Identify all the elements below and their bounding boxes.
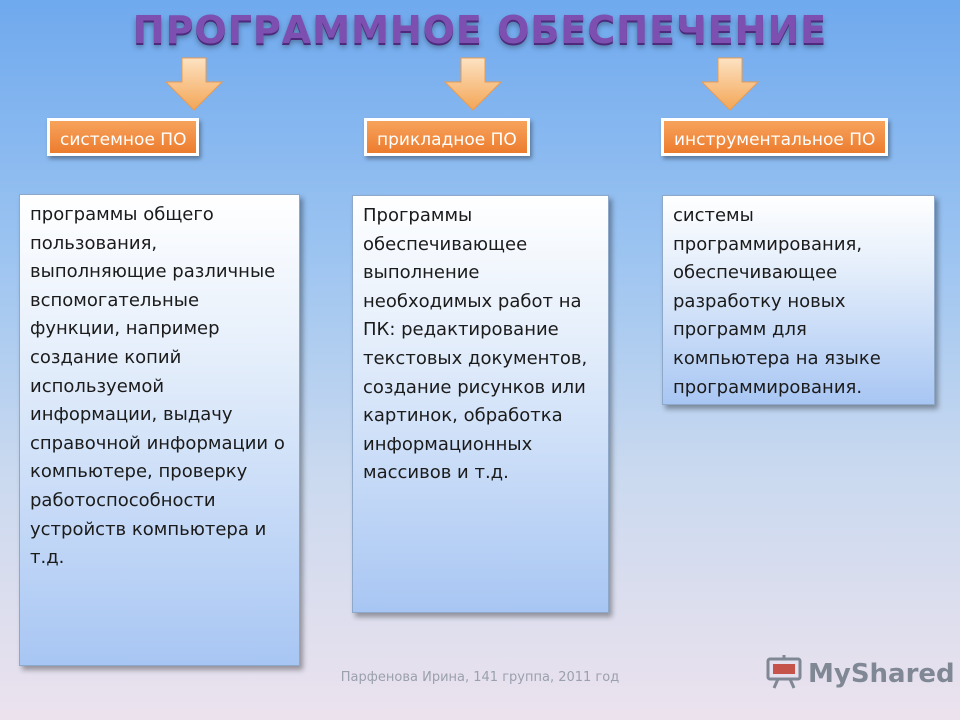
category-label-system: системное ПО (47, 118, 199, 156)
logo-text: MyShared (808, 659, 955, 689)
description-box-system (19, 194, 300, 666)
logo (766, 656, 955, 692)
description-box-applied (352, 195, 609, 613)
description-text: Программы обеспечивающее выполнение необходимых работ на ПК: редактирование текстовых документов, создание рисунков или картинок, обработка информационных массивов и т.д. (363, 205, 588, 484)
footer-author: Парфенова Ирина, 141 группа, 2011 год (340, 670, 620, 685)
presentation-board-icon (766, 655, 802, 693)
down-arrow-icon (700, 56, 760, 112)
category-label-tools: инструментальное ПО (661, 118, 888, 156)
description-box-tools (662, 195, 935, 405)
slide-title: ПРОГРАММНОЕ ОБЕСПЕЧЕНИЕ (132, 8, 828, 52)
down-arrow-icon (164, 56, 224, 112)
category-label-applied: прикладное ПО (364, 118, 530, 156)
description-text: системы программирования, обеспечивающее разработку новых программ для компьютера на языке программирования. (673, 205, 881, 398)
description-text: программы общего пользования, выполняющие различные вспомогательные функции, например создание копий используемой информации, выдачу справочной информации о компьютере, проверку работоспособности устройств компьютера и т.д. (30, 204, 285, 569)
down-arrow-icon (443, 56, 503, 112)
